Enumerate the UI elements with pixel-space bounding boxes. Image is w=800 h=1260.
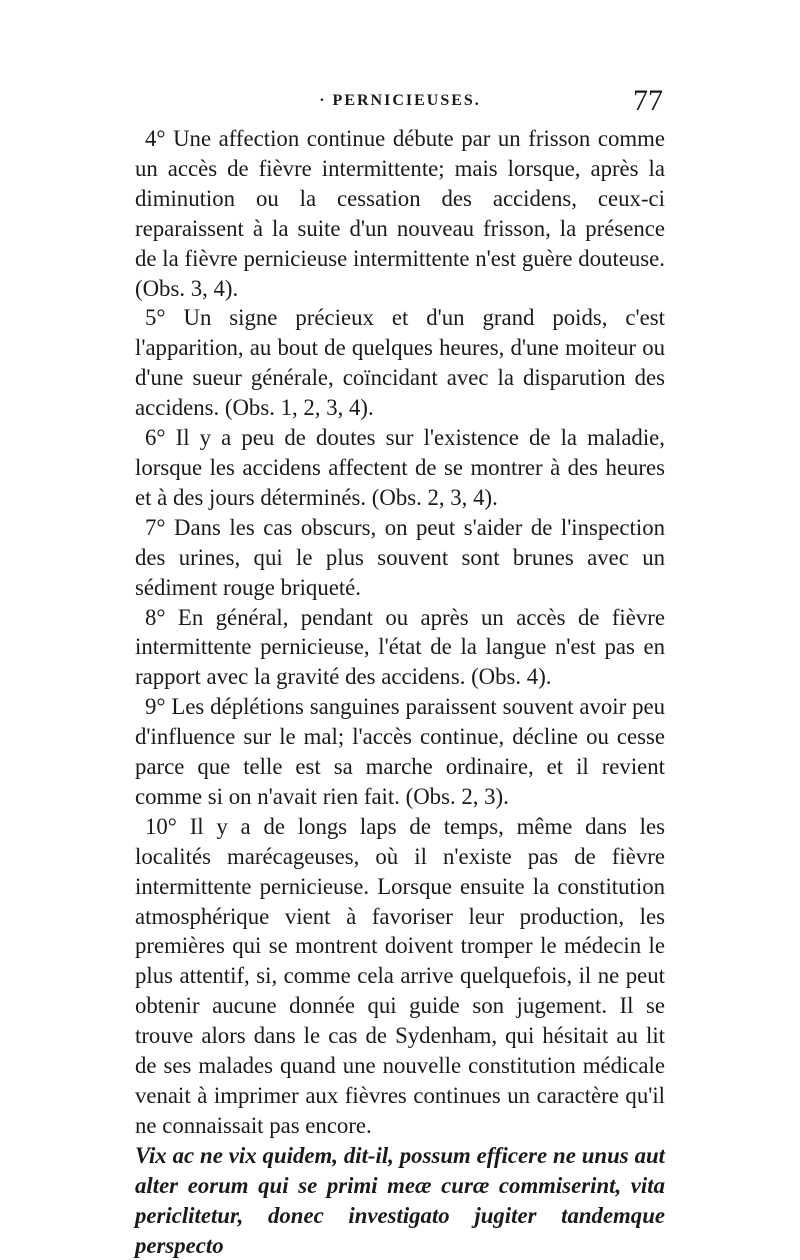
- paragraph-4: 4° Une affection continue débute par un frisson comme un accès de fièvre intermittente; mais lorsque, après la diminution ou la cessation des accidens, ceux-ci reparaissent à la suite d'un nouveau frisson, la présence de la fièvre pernicieuse intermittente n'est guère douteuse. (Obs. 3, 4).: [135, 126, 665, 301]
- paragraph-6: 6° Il y a peu de doutes sur l'existence de la maladie, lorsque les accidens affectent de se montrer à des heures et à des jours déterminés. (Obs. 2, 3, 4).: [135, 425, 665, 510]
- body-text: [135, 124, 665, 1260]
- paragraph-10: 10° Il y a de longs laps de temps, même dans les localités marécageuses, où il n'existe pas de fièvre intermittente pernicieuse. Lorsque ensuite la constitution atmosphérique vient à favoriser leur production, les premières qui se montrent doivent tromper le médecin le plus attentif, si, comme cela arrive quelquefois, il ne peut obtenir aucune donnée qui guide son jugement. Il se trouve alors dans le cas de Sydenham, qui hésitait au lit de ses malades quand une nouvelle constitution médicale venait à imprimer aux fièvres continues un caractère qu'il ne connaissait pas encore.: [135, 813, 665, 1138]
- page-number: 77: [633, 84, 663, 117]
- paragraph-9: 9° Les déplétions sanguines paraissent souvent avoir peu d'influence sur le mal; l'accès continue, décline ou cesse parce que telle est sa marche ordinaire, et il revient comme si on n'avait rien fait. (Obs. 2, 3).: [135, 694, 665, 809]
- running-head: · PERNICIEUSES.: [319, 92, 481, 109]
- paragraph-7: 7° Dans les cas obscurs, on peut s'aider de l'inspection des urines, qui le plus souvent sont brunes avec un sédiment rouge briqueté.: [135, 514, 665, 600]
- latin-quote: Vix ac ne vix quidem, dit-il, possum efficere ne unus aut alter eorum qui se primi meæ curæ commiserint, vita periclitetur, donec investigato jugiter tandemque perspecto: [135, 1142, 665, 1258]
- paragraph-5: 5° Un signe précieux et d'un grand poids, c'est l'apparition, au bout de quelques heures, d'une moiteur ou d'une sueur générale, coïncidant avec la disparution des accidens. (Obs. 1, 2, 3, 4).: [135, 305, 665, 421]
- paragraph-8: 8° En général, pendant ou après un accès de fièvre intermittente pernicieuse, l'état de la langue n'est pas en rapport avec la gravité des accidens. (Obs. 4).: [135, 604, 665, 690]
- page-header: [135, 84, 665, 120]
